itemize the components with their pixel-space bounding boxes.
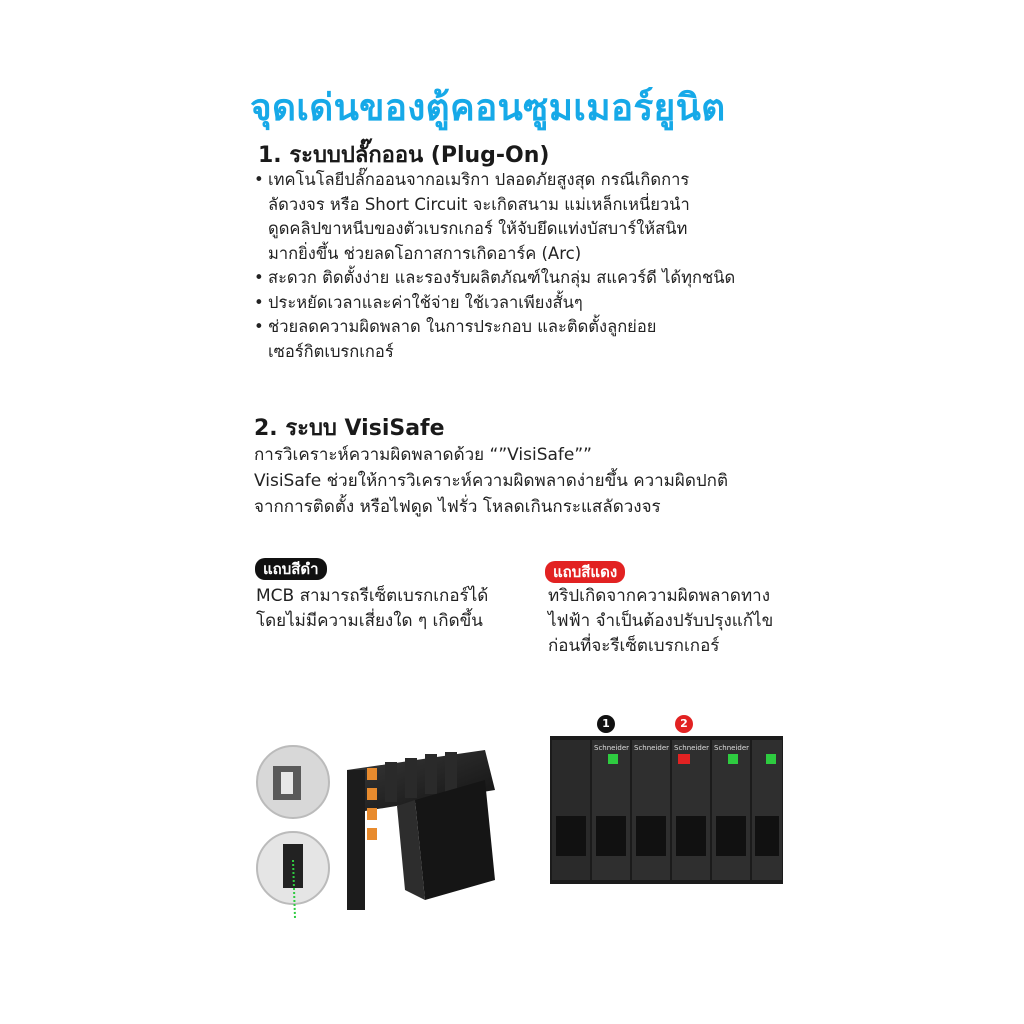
black-band-description: MCB สามารถรีเซ็ตเบรกเกอร์ได้ โดยไม่มีความเสี่ยงใด ๆ เกิดขึ้น xyxy=(256,586,489,631)
green-status-indicator xyxy=(608,754,618,764)
breaker-unit xyxy=(672,740,710,880)
bullet-dot-icon: • xyxy=(254,268,264,287)
bullet-text: สะดวก ติดตั้งง่าย และรองรับผลิตภัณฑ์ในกลุ่ม สแควร์ดี ได้ทุกชนิด xyxy=(268,268,736,287)
red-status-indicator xyxy=(678,754,690,764)
bullet-dot-icon: • xyxy=(254,317,264,336)
breaker-unit xyxy=(632,740,670,880)
breaker-unit xyxy=(592,740,630,880)
busbar-rail xyxy=(347,770,365,910)
bullet-text: ช่วยลดความผิดพลาด ในการประกอบ และติดตั้งลูกย่อย เซอร์กิตเบรกเกอร์ xyxy=(268,317,657,361)
page-title: จุดเด่นของตู้คอนซูมเมอร์ยูนิต xyxy=(250,86,726,129)
breaker-row-image xyxy=(550,736,783,884)
breaker-unit xyxy=(712,740,750,880)
bullet-dot-icon: • xyxy=(254,292,264,312)
breaker-module xyxy=(415,780,495,900)
bullet-item xyxy=(254,291,814,316)
section-plug-on-heading: 1. ระบบปลั๊กออน (Plug-On) xyxy=(258,143,550,168)
green-status-indicator xyxy=(728,754,738,764)
black-band-badge: แถบสีดำ xyxy=(255,558,327,580)
red-band-badge: แถบสีแดง xyxy=(545,561,625,583)
red-band-description: ทริปเกิดจากความผิดพลาดทาง ไฟฟ้า จำเป็นต้องปรับปรุงแก้ไข ก่อนที่จะรีเซ็ตเบรกเกอร์ xyxy=(548,586,774,656)
brand-label: Schneider xyxy=(634,744,670,752)
brand-label: Schneider xyxy=(594,744,630,752)
plug-on-bullet-list xyxy=(254,168,814,364)
bullet-text: เทคโนโลยีปลั๊กออนจากอเมริกา ปลอดภัยสูงสุด กรณีเกิดการ ลัดวงจร หรือ Short Circuit จะเกิดสนาม แม่เหล็กเหนี่ยวนำ ดูดคลิปขาหนีบของตัวเบรกเกอร์ ให้จับยึดแท่งบัสบาร์ให้สนิท มากยิ่งขึ้น ช่วยลดโอกาสการเกิดอาร์ค (Arc) xyxy=(268,170,690,263)
bullet-item xyxy=(254,168,814,266)
green-status-indicator xyxy=(766,754,776,764)
marker-1: 1 xyxy=(597,715,615,733)
bullet-item xyxy=(254,266,814,291)
visisafe-description: การวิเคราะห์ความผิดพลาดด้วย “”VisiSafe”” VisiSafe ช่วยให้การวิเคราะห์ความผิดพลาดง่ายขึ้น ความผิดปกติ จากการติดตั้ง หรือไฟดูด ไฟรั่ว โหลดเกินกระแสลัดวงจร xyxy=(254,445,729,517)
brand-label: Schneider xyxy=(714,744,750,752)
marker-2: 2 xyxy=(675,715,693,733)
bullet-item xyxy=(254,315,814,364)
bullet-text: ประหยัดเวลาและค่าใช้จ่าย ใช้เวลาเพียงสั้นๆ xyxy=(268,292,583,312)
breaker-unit xyxy=(752,740,782,880)
breaker-unit xyxy=(552,740,590,880)
plug-on-busbar-image xyxy=(255,740,515,920)
section-visisafe-heading: 2. ระบบ VisiSafe xyxy=(254,416,445,441)
bullet-dot-icon: • xyxy=(254,170,264,189)
brand-label: Schneider xyxy=(674,744,710,752)
